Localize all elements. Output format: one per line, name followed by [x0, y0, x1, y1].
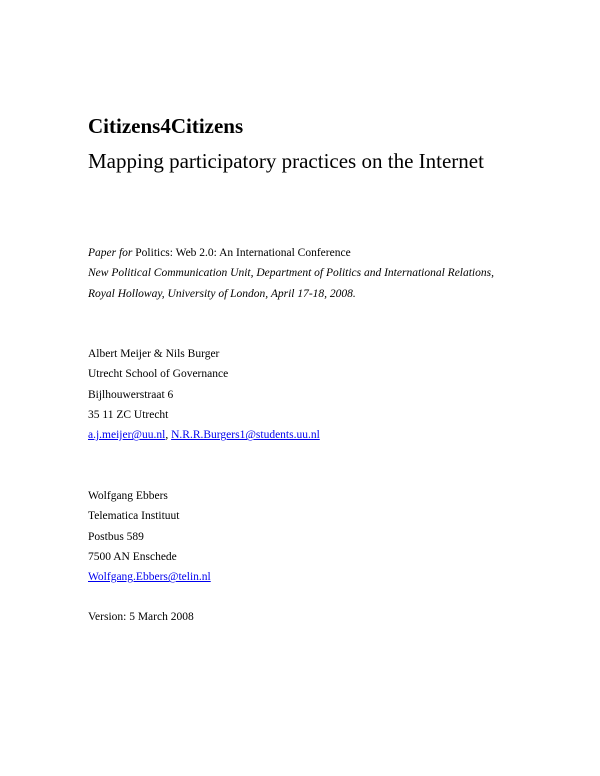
affiliation-line-1: New Political Communication Unit, Department of Politics and International Relations,	[88, 267, 494, 280]
author-block-enschede	[88, 486, 211, 587]
author-names: Albert Meijer & Nils Burger	[88, 348, 220, 360]
postbus-address: Postbus 589	[88, 530, 144, 543]
conference-info	[88, 243, 494, 304]
conference-line	[88, 243, 494, 263]
email-separator: ,	[165, 429, 172, 442]
author-block-utrecht	[88, 344, 320, 445]
email-link-meijer[interactable]: a.j.meijer@uu.nl	[88, 429, 166, 442]
paper-for-label: Paper for	[88, 247, 133, 259]
version-date: Version: 5 March 2008	[88, 611, 194, 623]
affiliation-line-2: Royal Holloway, University of London, April 17-18, 2008.	[88, 287, 356, 300]
institution-name: Telematica Instituut	[88, 510, 180, 523]
street-address: Bijlhouwerstraat 6	[88, 388, 174, 401]
email-link-burgers[interactable]: N.R.R.Burgers1@students.uu.nl	[171, 429, 320, 442]
email-link-ebbers[interactable]: Wolfgang.Ebbers@telin.nl	[88, 571, 211, 584]
postcode-city: 35 11 ZC Utrecht	[88, 408, 169, 421]
conference-name: Politics: Web 2.0: An International Conference	[135, 247, 351, 259]
email-line	[88, 567, 211, 587]
author-name: Wolfgang Ebbers	[88, 490, 168, 502]
paper-title: Citizens4Citizens	[88, 114, 244, 138]
paper-subtitle: Mapping participatory practices on the Internet	[88, 149, 484, 173]
institution-name: Utrecht School of Governance	[88, 368, 229, 381]
version-info	[88, 607, 194, 627]
email-line	[88, 425, 320, 445]
postcode-city: 7500 AN Enschede	[88, 550, 177, 563]
